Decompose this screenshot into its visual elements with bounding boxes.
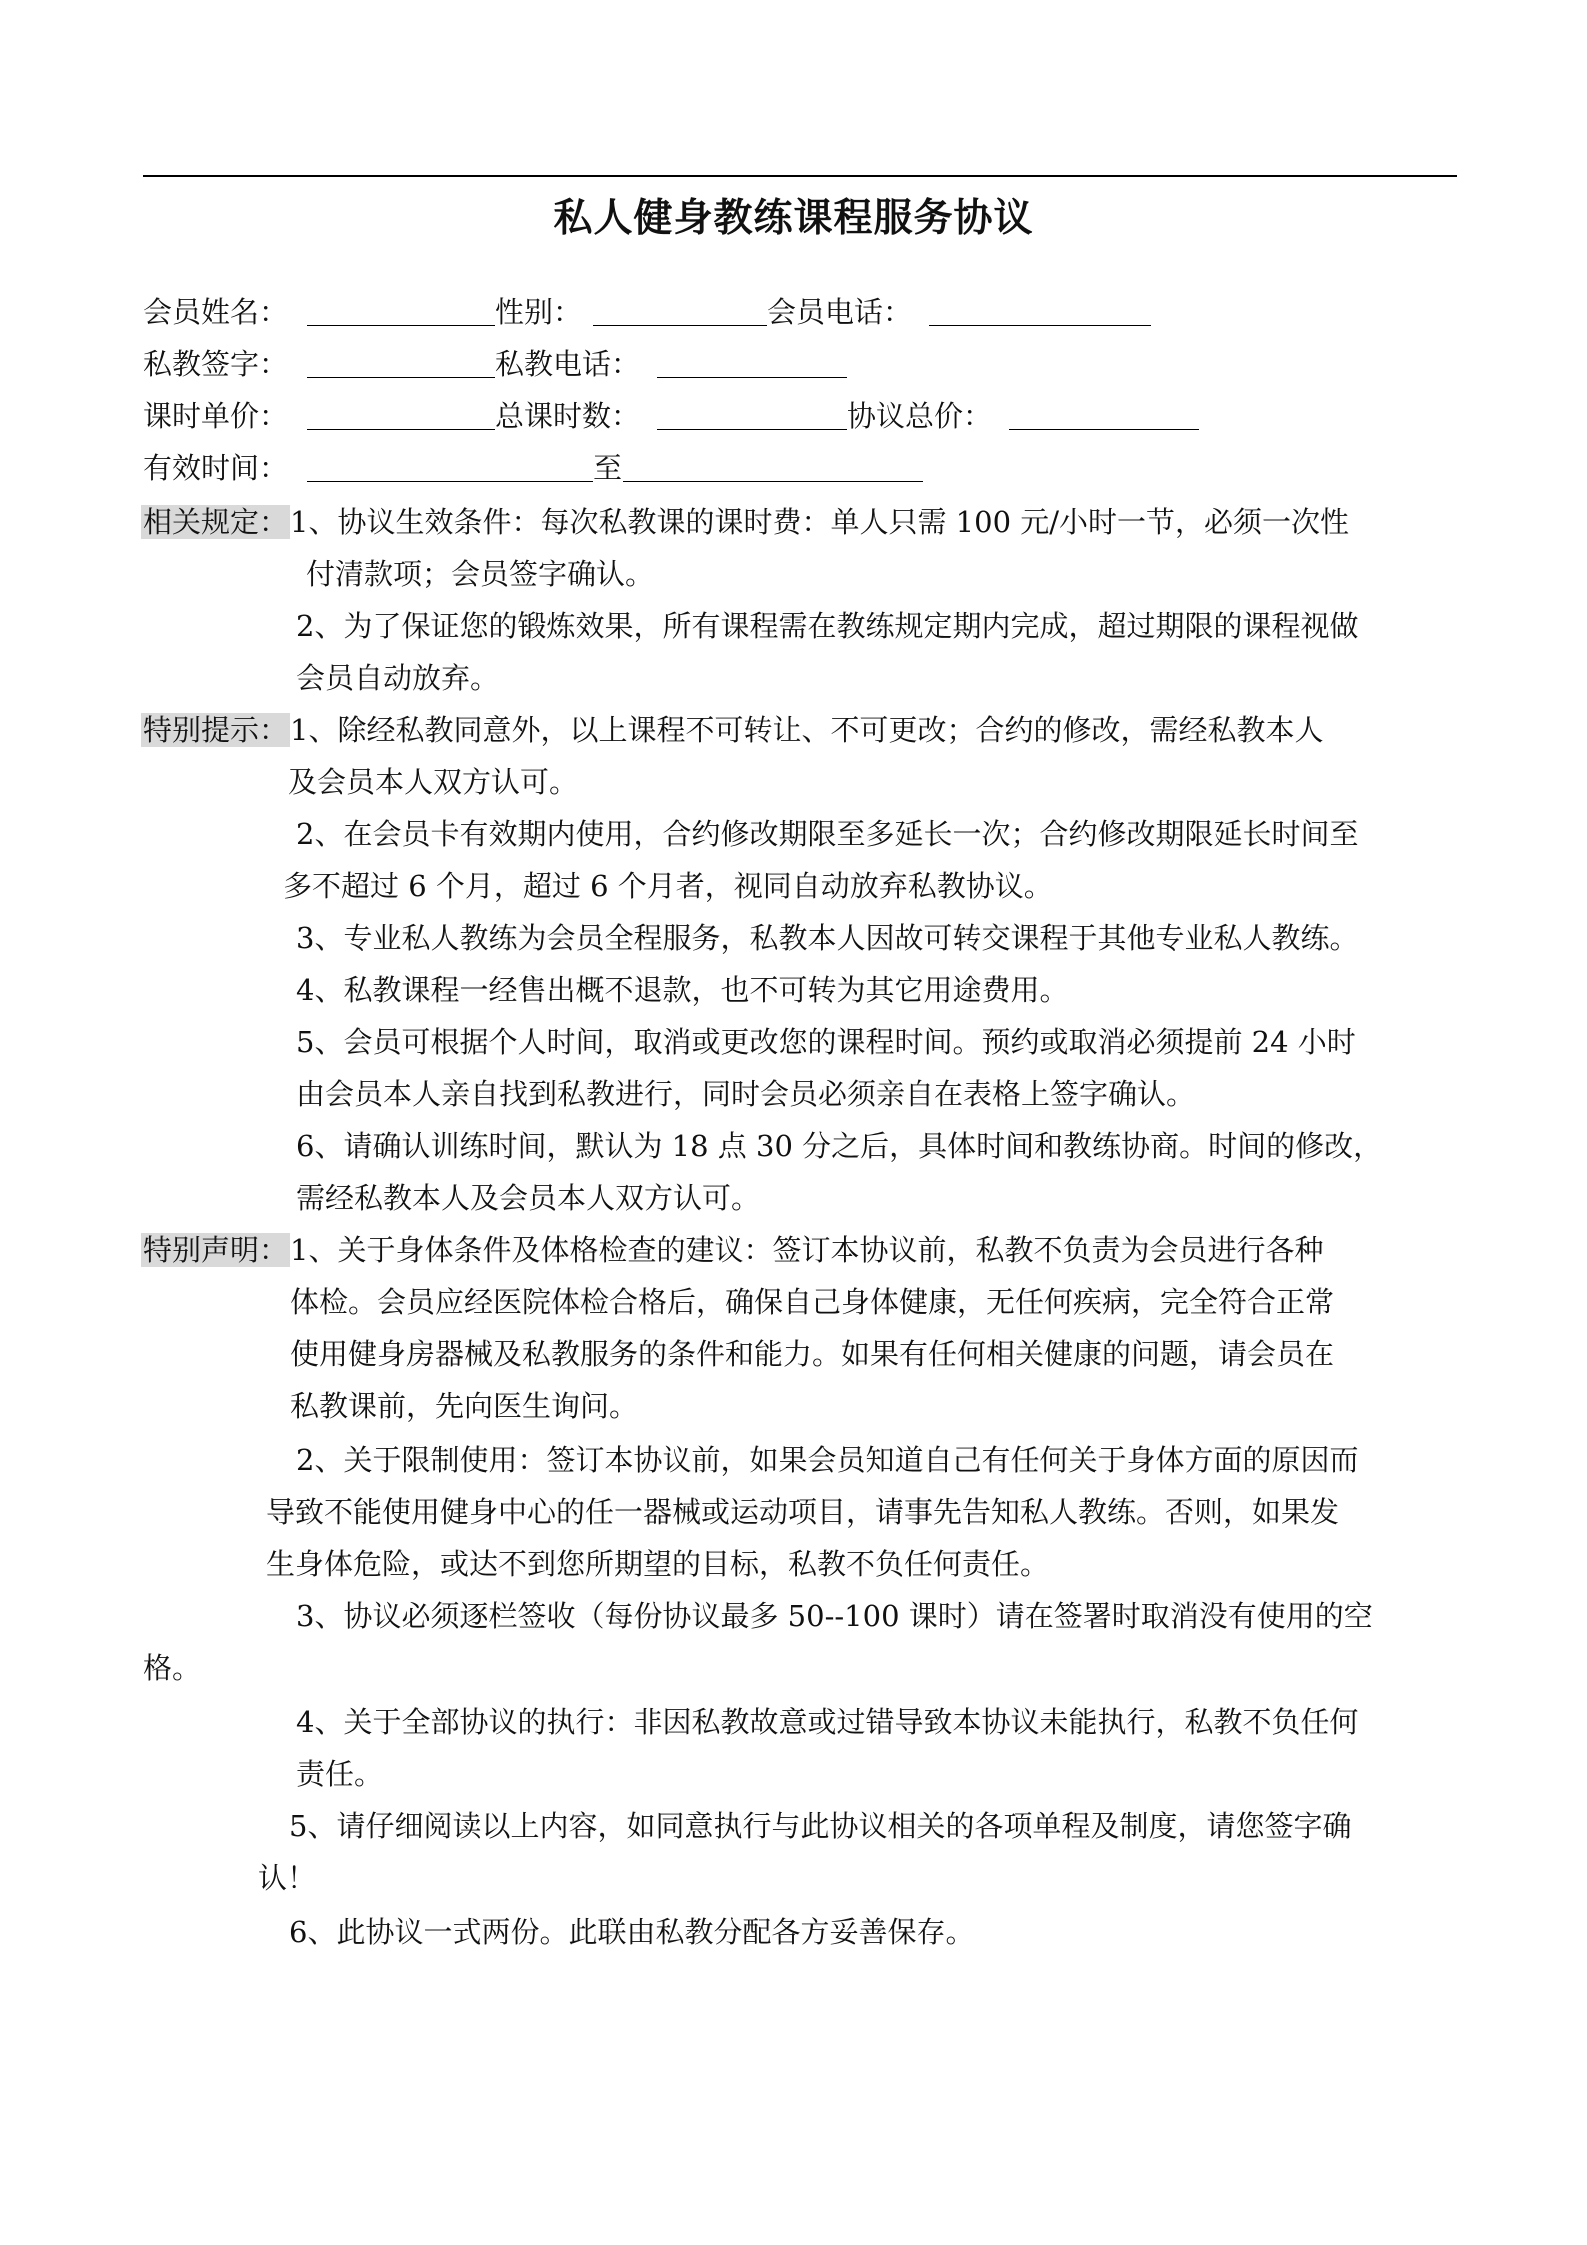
statement-item-4-cont: 责任。 [296, 1757, 384, 1791]
statement-item-6: 6、此协议一式两份。此联由私教分配各方妥善保存。 [289, 1915, 975, 1949]
statement-item-5-cont: 认！ [258, 1861, 317, 1895]
tips-item-2: 2、在会员卡有效期内使用，合约修改期限至多延长一次；合约修改期限延长时间至 [296, 817, 1359, 851]
member-phone-field[interactable] [929, 325, 1151, 326]
tips-item-5-cont: 由会员本人亲自找到私教进行，同时会员必须亲自在表格上签字确认。 [296, 1077, 1196, 1111]
valid-period-label: 有效时间： [143, 451, 289, 485]
statement-item-2-cont-1: 导致不能使用健身中心的任一器械或运动项目，请事先告知私人教练。否则，如果发 [266, 1495, 1340, 1529]
rules-line-1 [143, 502, 1349, 542]
valid-from-field[interactable] [307, 481, 593, 482]
tips-heading: 特别提示： [143, 713, 289, 747]
coach-signature-label: 私教签字： [143, 347, 289, 381]
rules-item-2-cont: 会员自动放弃。 [296, 661, 500, 695]
total-price-label: 协议总价： [847, 399, 993, 433]
form-row-member [143, 292, 1457, 332]
tips-item-4: 4、私教课程一经售出概不退款，也不可转为其它用途费用。 [296, 973, 1069, 1007]
rules-item-1-text: 1、协议生效条件：每次私教课的课时费：单人只需 100 元/小时一节，必须一次性 [290, 505, 1350, 539]
rules-item-2: 2、为了保证您的锻炼效果，所有课程需在教练规定期内完成，超过期限的课程视做 [296, 609, 1359, 643]
statement-item-1-cont-2: 使用健身房器械及私教服务的条件和能力。如果有任何相关健康的问题，请会员在 [290, 1337, 1335, 1371]
member-phone-label: 会员电话： [767, 295, 913, 329]
rules-heading: 相关规定： [143, 505, 289, 539]
tips-item-1-cont: 及会员本人双方认可。 [288, 765, 579, 799]
total-hours-field[interactable] [657, 429, 847, 430]
tips-item-3: 3、专业私人教练为会员全程服务，私教本人因故可转交课程于其他专业私人教练。 [296, 921, 1359, 955]
form-row-pricing [143, 396, 1457, 436]
unit-price-label: 课时单价： [143, 399, 289, 433]
member-name-label: 会员姓名： [143, 295, 289, 329]
total-price-field[interactable] [1009, 429, 1199, 430]
gender-field[interactable] [593, 325, 767, 326]
statement-item-3: 3、协议必须逐栏签收（每份协议最多 50--100 课时）请在签署时取消没有使用的空 [296, 1599, 1373, 1633]
tips-item-1-text: 1、除经私教同意外，以上课程不可转让、不可更改；合约的修改，需经私教本人 [290, 713, 1324, 747]
statement-item-1-cont-3: 私教课前，先向医生询问。 [290, 1389, 639, 1423]
statement-item-4: 4、关于全部协议的执行：非因私教故意或过错导致本协议未能执行，私教不负任何 [296, 1705, 1359, 1739]
statement-line-1 [143, 1230, 1323, 1270]
form-row-validity [143, 448, 1457, 488]
gender-label: 性别： [495, 295, 583, 329]
statement-item-2: 2、关于限制使用：签订本协议前，如果会员知道自己有任何关于身体方面的原因而 [296, 1443, 1359, 1477]
statement-item-2-cont-2: 生身体危险，或达不到您所期望的目标，私教不负任何责任。 [266, 1547, 1050, 1581]
statement-heading: 特别声明： [143, 1233, 289, 1267]
tips-item-5: 5、会员可根据个人时间，取消或更改您的课程时间。预约或取消必须提前 24 小时 [296, 1025, 1356, 1059]
valid-to-field[interactable] [623, 481, 923, 482]
statement-item-3-cont: 格。 [143, 1651, 202, 1685]
tips-item-6: 6、请确认训练时间，默认为 18 点 30 分之后，具体时间和教练协商。时间的修改， [296, 1129, 1383, 1163]
rules-item-1-cont: 付清款项；会员签字确认。 [306, 557, 655, 591]
total-hours-label: 总课时数： [495, 399, 641, 433]
statement-item-5: 5、请仔细阅读以上内容，如同意执行与此协议相关的各项单程及制度，请您签字确 [289, 1809, 1352, 1843]
document-title: 私人健身教练课程服务协议 [553, 196, 1034, 241]
tips-line-1 [143, 710, 1323, 750]
coach-signature-field[interactable] [307, 377, 495, 378]
form-row-coach [143, 344, 1457, 384]
coach-phone-label: 私教电话： [495, 347, 641, 381]
statement-item-1-cont-1: 体检。会员应经医院体检合格后，确保自己身体健康，无任何疾病，完全符合正常 [290, 1285, 1335, 1319]
unit-price-field[interactable] [307, 429, 495, 430]
coach-phone-field[interactable] [657, 377, 847, 378]
member-name-field[interactable] [307, 325, 495, 326]
tips-item-6-cont: 需经私教本人及会员本人双方认可。 [296, 1181, 761, 1215]
to-label: 至 [593, 451, 623, 485]
tips-item-2-cont: 多不超过 6 个月，超过 6 个月者，视同自动放弃私教协议。 [283, 869, 1053, 903]
statement-item-1-text: 1、关于身体条件及体格检查的建议：签订本协议前，私教不负责为会员进行各种 [290, 1233, 1324, 1267]
header-rule [143, 175, 1457, 177]
